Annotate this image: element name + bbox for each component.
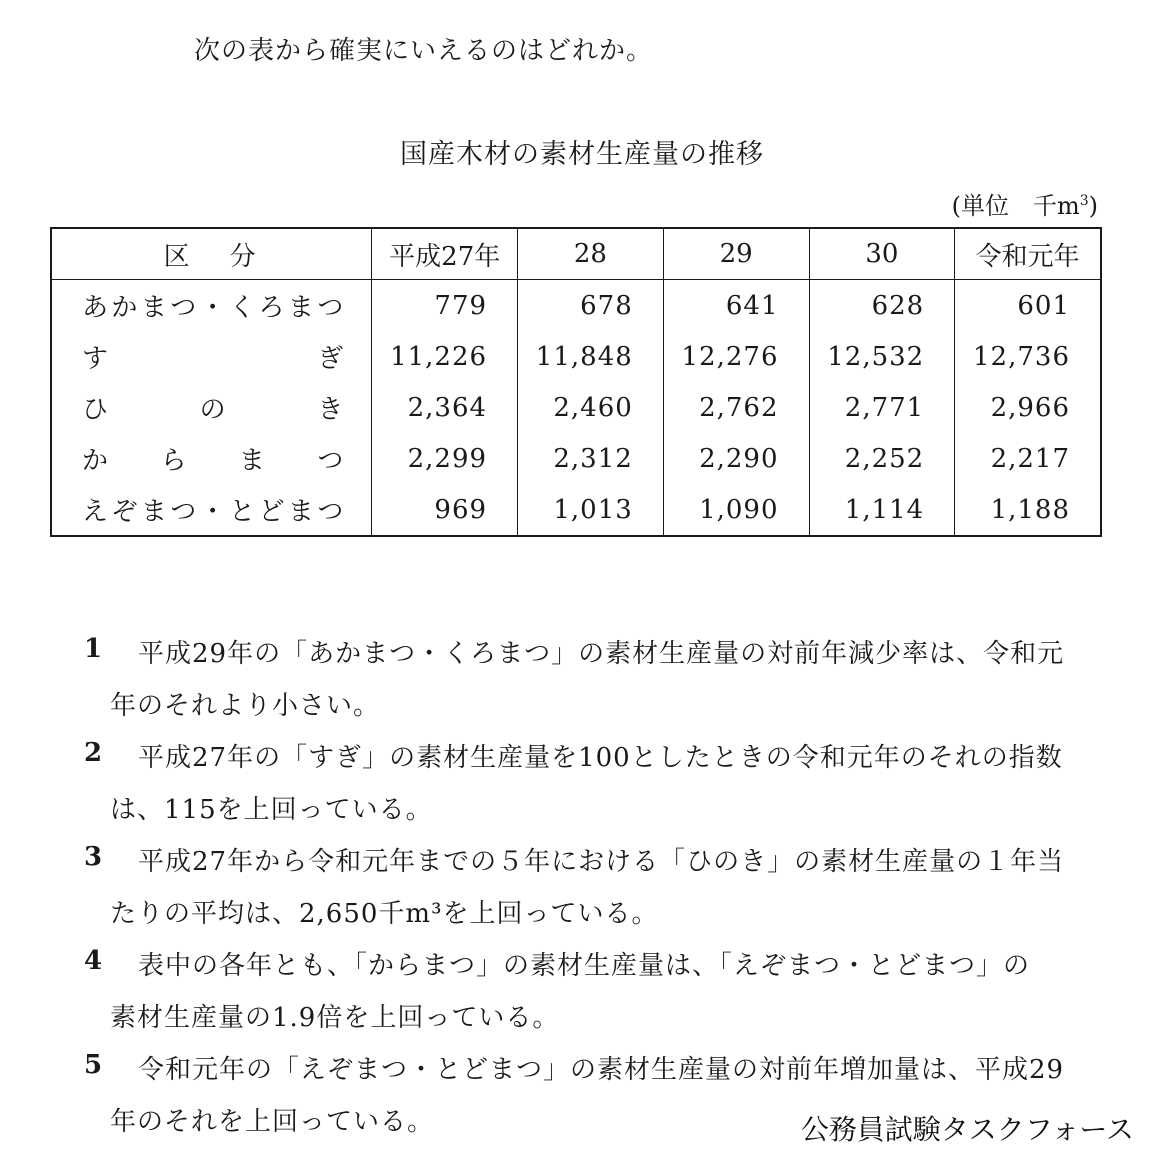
table-cell: 969 bbox=[372, 484, 518, 536]
choice-text-line: 平成27年から令和元年までの５年における「ひのき」の素材生産量の１年当 bbox=[138, 847, 1065, 877]
table-row bbox=[51, 331, 1101, 382]
table-cell: 1,090 bbox=[663, 484, 809, 536]
table-cell: 2,762 bbox=[663, 382, 809, 433]
header-category: 区分 bbox=[51, 228, 372, 280]
table-cell: 1,013 bbox=[518, 484, 664, 536]
header-year: 29 bbox=[663, 228, 809, 280]
table-cell: 11,226 bbox=[372, 331, 518, 382]
unit-label: (単位 千$m^3$) bbox=[951, 192, 1098, 220]
table-cell: 2,312 bbox=[518, 433, 664, 484]
table-cell: 678 bbox=[518, 280, 664, 332]
header-year: 平成27年 bbox=[372, 228, 518, 280]
table-row bbox=[51, 433, 1101, 484]
table-header-row bbox=[51, 228, 1101, 280]
choice-4[interactable] bbox=[84, 940, 1104, 1044]
choice-text-line: 表中の各年とも、「からまつ」の素材生産量は、「えぞまつ・とどまつ」の bbox=[138, 951, 1031, 981]
table-cell: 2,966 bbox=[955, 382, 1101, 433]
choice-text-line: 年のそれを上回っている。 bbox=[110, 1107, 435, 1137]
table-cell: 12,532 bbox=[809, 331, 955, 382]
table-cell: 1,114 bbox=[809, 484, 955, 536]
question-text: 次の表から確実にいえるのはどれか。 bbox=[194, 36, 654, 66]
choice-1[interactable] bbox=[84, 628, 1104, 732]
row-category: からまつ bbox=[82, 446, 346, 476]
header-year: 30 bbox=[809, 228, 955, 280]
table-row bbox=[51, 382, 1101, 433]
choice-number: 2 bbox=[84, 738, 103, 768]
choice-number: 1 bbox=[84, 634, 103, 664]
table-cell: 12,276 bbox=[663, 331, 809, 382]
choice-text-line: 年のそれより小さい。 bbox=[110, 691, 381, 721]
table-cell: 2,460 bbox=[518, 382, 664, 433]
choice-number: 5 bbox=[84, 1050, 103, 1080]
table-cell: 601 bbox=[955, 280, 1101, 332]
table-cell: 2,771 bbox=[809, 382, 955, 433]
table-title: 国産木材の素材生産量の推移 bbox=[400, 139, 764, 170]
row-category: えぞまつ・とどまつ bbox=[82, 497, 346, 527]
choice-2[interactable] bbox=[84, 732, 1104, 836]
header-year: 令和元年 bbox=[955, 228, 1101, 280]
table-cell: 779 bbox=[372, 280, 518, 332]
table-cell: 2,252 bbox=[809, 433, 955, 484]
table-cell: 641 bbox=[663, 280, 809, 332]
choice-3[interactable] bbox=[84, 836, 1104, 940]
table-cell: 2,364 bbox=[372, 382, 518, 433]
header-year: 28 bbox=[518, 228, 664, 280]
table-cell: 12,736 bbox=[955, 331, 1101, 382]
choice-text-line: 令和元年の「えぞまつ・とどまつ」の素材生産量の対前年増加量は、平成29 bbox=[138, 1055, 1065, 1085]
choice-text-line: 平成29年の「あかまつ・くろまつ」の素材生産量の対前年減少率は、令和元 bbox=[138, 639, 1065, 669]
table-row bbox=[51, 484, 1101, 536]
choice-text-line: たりの平均は、2,650千m³を上回っている。 bbox=[110, 899, 659, 929]
choice-text-line: 素材生産量の1.9倍を上回っている。 bbox=[110, 1003, 560, 1033]
table-cell: 2,299 bbox=[372, 433, 518, 484]
row-category: ひのき bbox=[82, 395, 346, 425]
row-category: あかまつ・くろまつ bbox=[82, 293, 346, 323]
table-cell: 2,217 bbox=[955, 433, 1101, 484]
choice-number: 4 bbox=[84, 946, 103, 976]
row-category: すぎ bbox=[82, 344, 346, 374]
table-cell: 2,290 bbox=[663, 433, 809, 484]
table-row bbox=[51, 280, 1101, 332]
production-table bbox=[50, 227, 1102, 537]
choice-text-line: は、115を上回っている。 bbox=[110, 795, 433, 825]
footer-watermark: 公務員試験タスクフォース bbox=[800, 1113, 1134, 1146]
answer-choices bbox=[84, 628, 1104, 1148]
table-cell: 11,848 bbox=[518, 331, 664, 382]
table-cell: 628 bbox=[809, 280, 955, 332]
choice-number: 3 bbox=[84, 842, 103, 872]
choice-text-line: 平成27年の「すぎ」の素材生産量を100としたときの令和元年のそれの指数 bbox=[138, 743, 1063, 773]
table-cell: 1,188 bbox=[955, 484, 1101, 536]
